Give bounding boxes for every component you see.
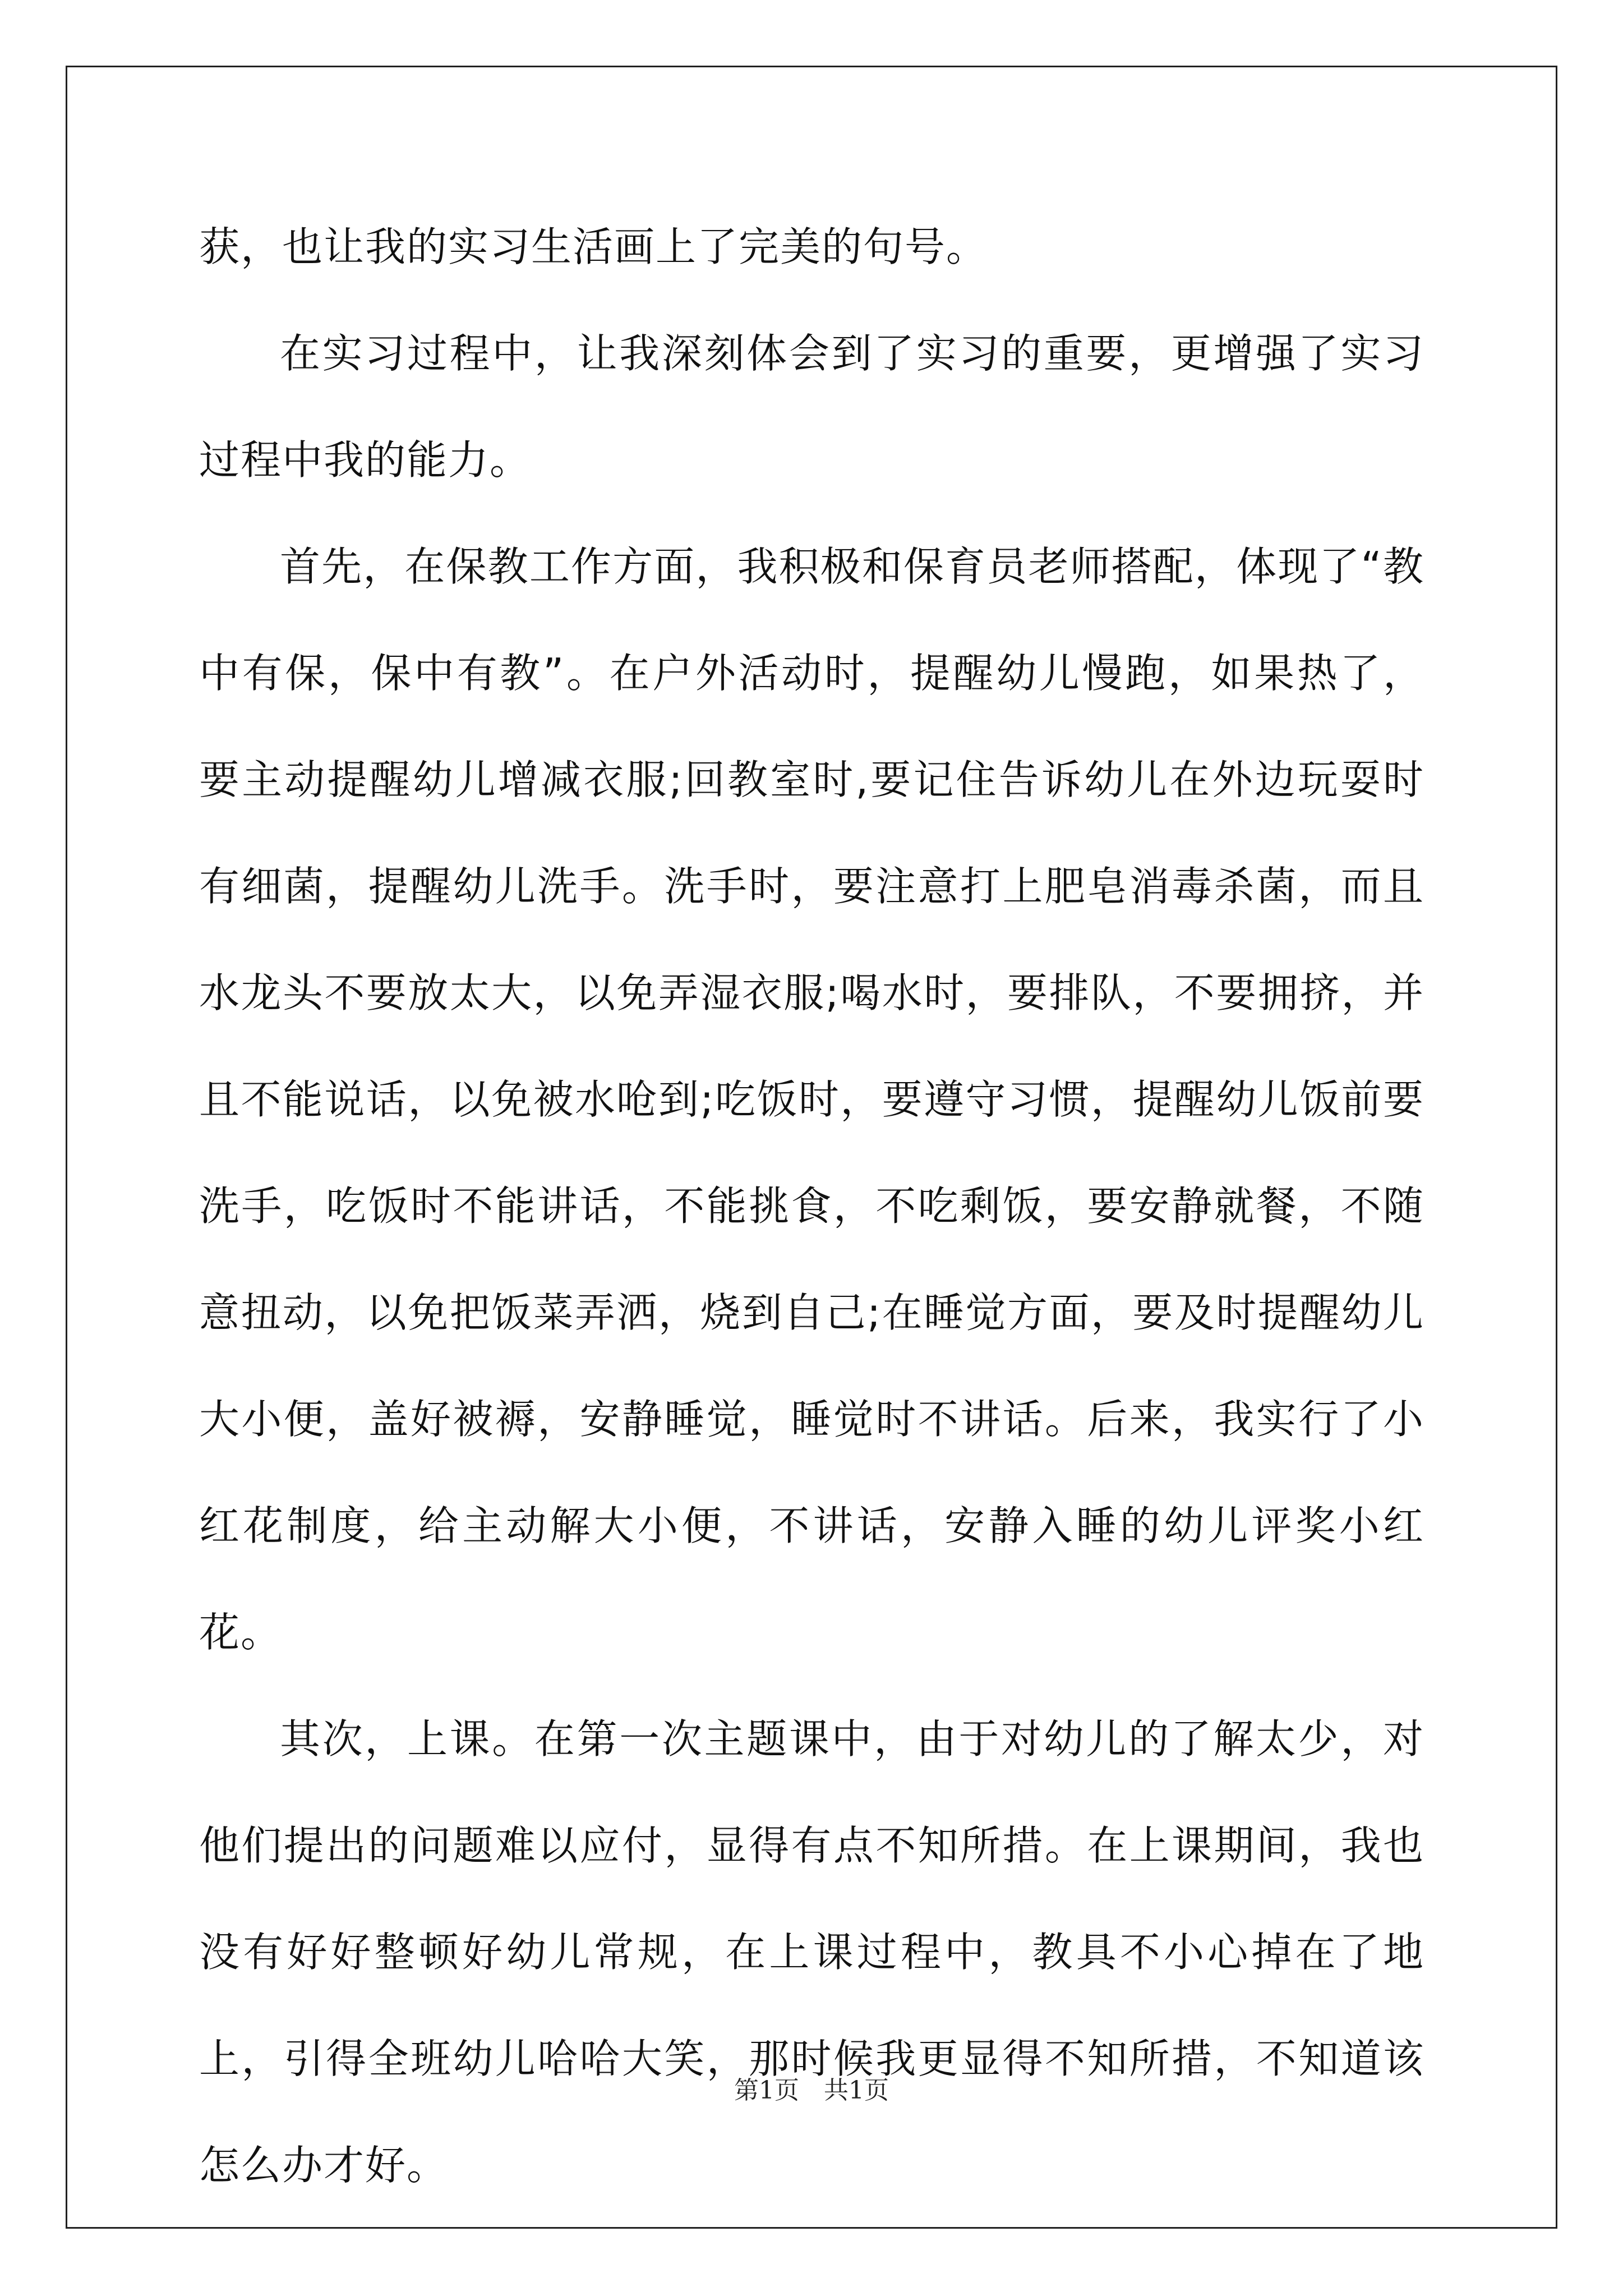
- paragraph-3: 首先，在保教工作方面，我积极和保育员老师搭配，体现了“教中有保，保中有教”。在户外活动时，提醒幼儿慢跑，如果热了，要主动提醒幼儿增减衣服;回教室时,要记住告诉幼儿在外边玩耍时有细菌，提醒幼儿洗手。洗手时，要注意打上肥皂消毒杀菌，而且水龙头不要放太大，以免弄湿衣服;喝水时，要排队，不要拥挤，并且不能说话，以免被水呛到;吃饭时，要遵守习惯，提醒幼儿饭前要洗手，吃饭时不能讲话，不能挑食，不吃剩饭，要安静就餐，不随意扭动，以免把饭菜弄洒，烧到自己;在睡觉方面，要及时提醒幼儿大小便，盖好被褥，安静睡觉，睡觉时不讲话。后来，我实行了小红花制度，给主动解大小便，不讲话，安静入睡的幼儿评奖小红花。: [199, 543, 1424, 1656]
- page-number-footer: 第1页 共1页: [734, 2076, 889, 2105]
- document-body: [199, 194, 1424, 2219]
- paragraph-2: 在实习过程中，让我深刻体会到了实习的重要，更增强了实习过程中我的能力。: [199, 330, 1424, 484]
- paragraph-4: 其次，上课。在第一次主题课中，由于对幼儿的了解太少，对他们提出的问题难以应付，显得有点不知所措。在上课期间，我也没有好好整顿好幼儿常规，在上课过程中，教具不小心掉在了地上，引得全班幼儿哈哈大笑，那时候我更显得不知所措，不知道该怎么办才好。: [199, 1715, 1424, 2189]
- paragraph-1: 获，也让我的实习生活画上了完美的句号。: [199, 223, 988, 270]
